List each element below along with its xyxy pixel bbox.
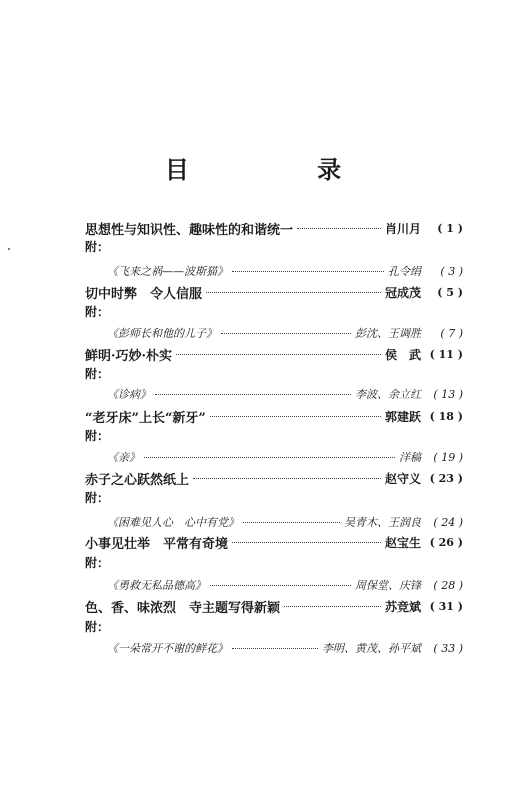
entry-author: 郭建跃 (384, 409, 421, 424)
toc-entry[interactable] (85, 407, 463, 425)
entry-author: 赵宝生 (384, 535, 421, 550)
toc-entry[interactable] (85, 283, 463, 301)
appendix-label: 附： (85, 305, 110, 319)
entry-page: ( 5 ) (437, 285, 463, 299)
leader-dots (210, 584, 351, 586)
entry-title: 《一朵常开不谢的鲜花》 (107, 642, 228, 655)
leader-dots (193, 477, 381, 479)
scan-speck (8, 248, 10, 250)
leader-dots (206, 291, 381, 293)
toc-entry[interactable] (85, 469, 463, 487)
appendix-label: 附： (85, 367, 110, 381)
entry-title: “老牙床”上长“新牙” (85, 410, 206, 425)
toc-entry[interactable] (85, 533, 463, 551)
leader-dots (210, 415, 381, 417)
entry-title: 《飞来之祸——波斯猫》 (107, 265, 228, 278)
appendix-label: 附： (85, 556, 110, 570)
appendix-label: 附： (85, 491, 110, 505)
appendix-label: 附： (85, 429, 110, 443)
entry-page: ( 23 ) (429, 471, 463, 485)
entry-title: 小事见壮举 平常有奇境 (85, 536, 229, 551)
appendix-label: 附： (85, 240, 110, 254)
leader-dots (232, 647, 318, 649)
toc-entry[interactable] (107, 385, 463, 403)
entry-page: ( 3 ) (440, 264, 463, 278)
entry-author: 侯 武 (384, 347, 421, 362)
toc-entry[interactable] (107, 639, 463, 657)
entry-author: 冠成茂 (384, 285, 421, 300)
entry-author: 赵守义 (384, 471, 421, 486)
entry-title: 鲜明·巧妙·朴实 (85, 348, 173, 363)
entry-title: 《困难见人心 心中有党》 (107, 516, 239, 529)
entry-author: 彭沈、王调胜 (355, 327, 421, 340)
leader-dots (144, 456, 395, 458)
leader-dots (243, 521, 340, 523)
entry-author: 周保堂、庆锋 (355, 579, 421, 592)
toc-entry[interactable] (107, 324, 463, 342)
entry-page: ( 18 ) (429, 409, 463, 423)
entry-page: ( 28 ) (433, 578, 463, 592)
entry-page: ( 19 ) (433, 450, 463, 464)
toc-entry[interactable] (107, 576, 463, 594)
entry-author: 苏竞斌 (384, 599, 421, 614)
page-title: 目 录 (164, 155, 402, 184)
entry-title: 色、香、味浓烈 寺主题写得新颖 (85, 600, 281, 615)
entry-page: ( 7 ) (440, 326, 463, 340)
entry-page: ( 11 ) (429, 347, 463, 361)
entry-title: 赤子之心跃然纸上 (85, 472, 190, 487)
leader-dots (232, 270, 384, 272)
toc-entry[interactable] (85, 219, 463, 237)
entry-author: 肖川月 (384, 221, 421, 236)
entry-author: 李明、黄茂、孙平斌 (322, 642, 421, 655)
toc-entry[interactable] (107, 448, 463, 466)
entry-page: ( 26 ) (429, 535, 463, 549)
entry-title: 《诊病》 (107, 388, 151, 401)
leader-dots (221, 332, 351, 334)
entry-page: ( 1 ) (437, 221, 463, 235)
entry-author: 吴青木、王润良 (344, 516, 421, 529)
entry-title: 《亲》 (107, 451, 140, 464)
leader-dots (297, 227, 381, 229)
leader-dots (176, 353, 381, 355)
entry-author: 李波、余立红 (355, 388, 421, 401)
toc-entry[interactable] (107, 513, 463, 531)
entry-page: ( 31 ) (429, 599, 463, 613)
leader-dots (232, 541, 381, 543)
leader-dots (155, 393, 351, 395)
appendix-label: 附： (85, 620, 110, 634)
entry-title: 《勇救无私品德高》 (107, 579, 206, 592)
entry-page: ( 24 ) (433, 515, 463, 529)
entry-page: ( 33 ) (433, 641, 463, 655)
entry-page: ( 13 ) (433, 387, 463, 401)
toc-entry[interactable] (107, 262, 463, 280)
leader-dots (284, 605, 381, 607)
entry-title: 《彭师长和他的儿子》 (107, 327, 217, 340)
entry-author: 孔令绢 (388, 265, 421, 278)
entry-title: 思想性与知识性、趣味性的和谐统一 (85, 222, 294, 237)
toc-entry[interactable] (85, 345, 463, 363)
entry-title: 切中时弊 令人信服 (85, 286, 203, 301)
toc-entry[interactable] (85, 597, 463, 615)
entry-author: 洋稿 (399, 451, 421, 464)
